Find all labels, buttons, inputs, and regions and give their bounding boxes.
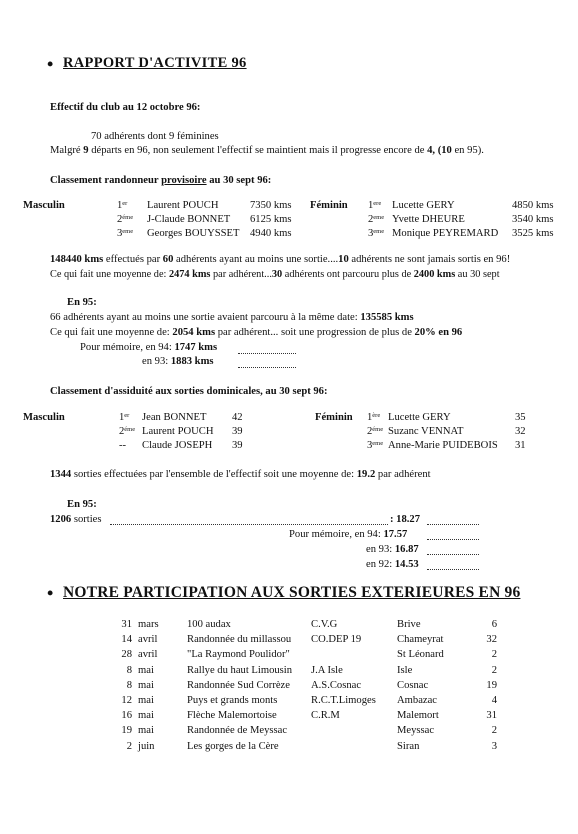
memoire-93-km: en 93: 1883 kms — [142, 356, 214, 367]
outing-month: juin — [138, 740, 155, 752]
outing-count: 3 — [491, 740, 497, 752]
rank-suffix: ere — [373, 200, 382, 207]
randonneur-masculin-label: Masculin — [23, 200, 65, 211]
outing-place: Meyssac — [397, 725, 435, 737]
dotted-leader — [110, 524, 388, 525]
outing-month: mai — [138, 664, 154, 676]
rank-number: -- — [119, 440, 127, 451]
outing-place: Chameyrat — [397, 634, 444, 646]
outing-day: 8 — [126, 679, 132, 691]
table-row — [0, 742, 578, 756]
dotted-leader — [427, 569, 479, 570]
person-name: Laurent POUCH — [147, 200, 219, 211]
dotted-leader — [238, 353, 296, 354]
rank-number: 1er — [119, 412, 130, 423]
person-name: J-Claude BONNET — [147, 214, 231, 225]
outing-organizer: A.S.Cosnac — [311, 679, 362, 691]
rank-suffix: eme — [122, 228, 134, 235]
rank-number: 1ere — [368, 200, 382, 211]
person-name: Lucette GERY — [388, 412, 451, 423]
outing-day: 16 — [121, 710, 132, 722]
outing-day: 31 — [121, 619, 132, 630]
outing-organizer: CO.DEP 19 — [311, 634, 362, 646]
table-row — [0, 711, 578, 725]
person-value: 32 — [515, 426, 526, 437]
rank-number: $2^{éme}$ — [119, 426, 136, 437]
person-value: 6125 kms — [250, 214, 292, 225]
person-name: Georges BOUYSSET — [147, 228, 240, 239]
memoire-92-sorties: en 92: 14.53 — [366, 559, 419, 570]
outing-month: mai — [138, 679, 154, 691]
outing-organizer: C.R.M — [311, 710, 340, 722]
rank-suffix: eme — [372, 440, 384, 447]
outing-organizer: R.C.T.Limoges — [311, 695, 376, 706]
memoire-94-km: Pour mémoire, en 94: 1747 kms — [80, 342, 218, 353]
outing-event: Flèche Malemortoise — [187, 710, 277, 722]
person-value: 7350 kms — [250, 200, 292, 211]
rank-number: 3eme — [368, 228, 385, 239]
outing-event: Les gorges de la Cère — [187, 740, 279, 752]
bullet-icon: • — [47, 54, 54, 74]
outing-event: "La Raymond Poulidor" — [187, 649, 290, 661]
rank-number: 1ère — [367, 412, 381, 423]
person-value: 35 — [515, 412, 526, 423]
rank-number: 3eme — [117, 228, 134, 239]
table-row — [0, 726, 578, 740]
dotted-leader — [427, 524, 479, 525]
en95-heading-2: En 95: — [67, 499, 97, 510]
outing-month: mai — [138, 710, 154, 722]
outing-event: Randonnée de Meyssac — [187, 725, 288, 737]
person-name: Suzanc VENNAT — [388, 426, 464, 437]
person-name: Yvette DHEURE — [392, 214, 465, 225]
table-row — [0, 696, 578, 710]
outing-day: 8 — [126, 664, 132, 676]
rank-number: 2eme — [368, 214, 385, 225]
person-name: Anne-Marie PUIDEBOIS — [388, 440, 498, 451]
outing-place: Isle — [397, 664, 413, 676]
table-row — [0, 666, 578, 680]
person-value: 3525 kms — [512, 228, 554, 239]
rank-suffix: er — [122, 200, 128, 207]
rank-suffix: er — [124, 412, 130, 419]
person-name: Claude JOSEPH — [142, 440, 213, 451]
memoire-93-sorties: en 93: 16.87 — [366, 544, 419, 555]
classement-randonneur-heading: Classement randonneur provisoire au 30 sept 96: — [50, 175, 272, 186]
outing-organizer: C.V.G — [311, 619, 338, 630]
outing-event: Puys et grands monts — [187, 695, 278, 706]
person-value: 3540 kms — [512, 214, 554, 225]
outing-count: 2 — [491, 725, 497, 737]
outing-count: 19 — [486, 679, 497, 691]
outing-place: St Léonard — [397, 649, 444, 661]
sorties-line: 1344 sorties effectuées par l'ensemble de l'effectif soit une moyenne de: 19.2 par adhérent — [50, 469, 431, 480]
outing-count: 31 — [486, 710, 497, 722]
table-row — [0, 635, 578, 649]
person-value: 39 — [232, 426, 243, 437]
outing-count: 6 — [491, 619, 497, 630]
rank-suffix: éme — [372, 426, 384, 433]
bullet-icon: • — [47, 583, 54, 603]
assiduite-feminin-label: Féminin — [315, 412, 353, 423]
table-row — [0, 650, 578, 664]
rank-number: 1er — [117, 200, 128, 211]
outing-event: Randonnée Sud Corrèze — [187, 679, 290, 691]
outing-day: 28 — [121, 649, 132, 661]
outing-month: avril — [138, 634, 158, 646]
person-value: 4940 kms — [250, 228, 292, 239]
person-name: Monique PEYREMARD — [392, 228, 499, 239]
rank-suffix: éme — [122, 214, 134, 221]
outing-place: Brive — [397, 619, 421, 630]
effectif-line-2: Malgré 9 départs en 96, non seulement l'effectif se maintient mais il progresse encore de 4, (10 en 95). — [50, 145, 484, 156]
outing-day: 2 — [126, 740, 132, 752]
section-title-participation: NOTRE PARTICIPATION AUX SORTIES EXTERIEURES EN 96 — [63, 584, 521, 601]
assiduite-masculin-label: Masculin — [23, 412, 65, 423]
memoire-94-sorties: Pour mémoire, en 94: 17.57 — [289, 529, 408, 540]
person-value: 42 — [232, 412, 243, 423]
table-row — [0, 681, 578, 695]
outing-month: mars — [138, 619, 159, 630]
rank-suffix: éme — [124, 426, 136, 433]
outing-month: mai — [138, 725, 154, 737]
table-row — [0, 620, 578, 634]
person-value: 39 — [232, 440, 243, 451]
outing-event: Rallye du haut Limousin — [187, 664, 293, 676]
outing-event: Randonnée du millassou — [187, 634, 292, 646]
outing-place: Siran — [397, 740, 420, 752]
outing-count: 4 — [491, 695, 497, 706]
person-name: Laurent POUCH — [142, 426, 214, 437]
outing-month: mai — [138, 695, 154, 706]
en95-heading-1: En 95: — [67, 297, 97, 308]
person-name: Lucette GERY — [392, 200, 455, 211]
rank-suffix: eme — [373, 214, 385, 221]
outing-count: 2 — [491, 649, 497, 661]
sorties-95-line: 1206 sorties — [50, 514, 102, 525]
outing-event: 100 audax — [187, 619, 231, 630]
randonneur-feminin-label: Féminin — [310, 200, 348, 211]
dotted-leader — [238, 367, 296, 368]
outing-day: 12 — [121, 695, 132, 706]
rank-suffix: ère — [372, 412, 381, 419]
person-name: Jean BONNET — [142, 412, 207, 423]
person-value: 4850 kms — [512, 200, 554, 211]
outing-count: 32 — [486, 634, 497, 646]
assiduite-heading: Classement d'assiduité aux sorties dominicales, au 30 sept 96: — [50, 386, 328, 397]
outing-place: Malemort — [397, 710, 439, 722]
rank-suffix: eme — [373, 228, 385, 235]
en95-line-2: Ce qui fait une moyenne de: 2054 kms par adhérent... soit une progression de plus de 20% en 96 — [50, 327, 463, 338]
effectif-heading: Effectif du club au 12 octobre 96: — [50, 102, 201, 113]
rank-number: 3eme — [367, 440, 384, 451]
person-value: 31 — [515, 440, 526, 451]
dotted-leader — [427, 554, 479, 555]
section-title-rapport: RAPPORT D'ACTIVITE 96 — [63, 55, 247, 71]
dotted-leader — [427, 539, 479, 540]
outing-day: 19 — [121, 725, 132, 737]
stats-line-2: Ce qui fait une moyenne de: 2474 kms par adhérent...30 adhérents ont parcouru plus de 2400 kms au 30 sept — [50, 269, 500, 280]
rank-number: $2^{éme}$ — [117, 214, 134, 225]
outing-place: Cosnac — [397, 679, 429, 691]
outing-place: Ambazac — [397, 695, 437, 706]
effectif-line-1: 70 adhérents dont 9 féminines — [91, 131, 219, 142]
outing-month: avril — [138, 649, 158, 661]
sorties-95-value: : 18.27 — [390, 514, 421, 525]
outing-count: 2 — [491, 664, 497, 676]
outing-organizer: J.A Isle — [311, 664, 343, 676]
stats-line-1: 148440 kms effectués par 60 adhérents ayant au moins une sortie....10 adhérents ne sont jamais sortis en 96! — [50, 254, 511, 265]
outing-day: 14 — [121, 634, 132, 646]
rank-number: $2^{éme}$ — [367, 426, 384, 437]
en95-line-1: 66 adhérents ayant au moins une sortie avaient parcouru à la même date: 135585 kms — [50, 312, 414, 323]
